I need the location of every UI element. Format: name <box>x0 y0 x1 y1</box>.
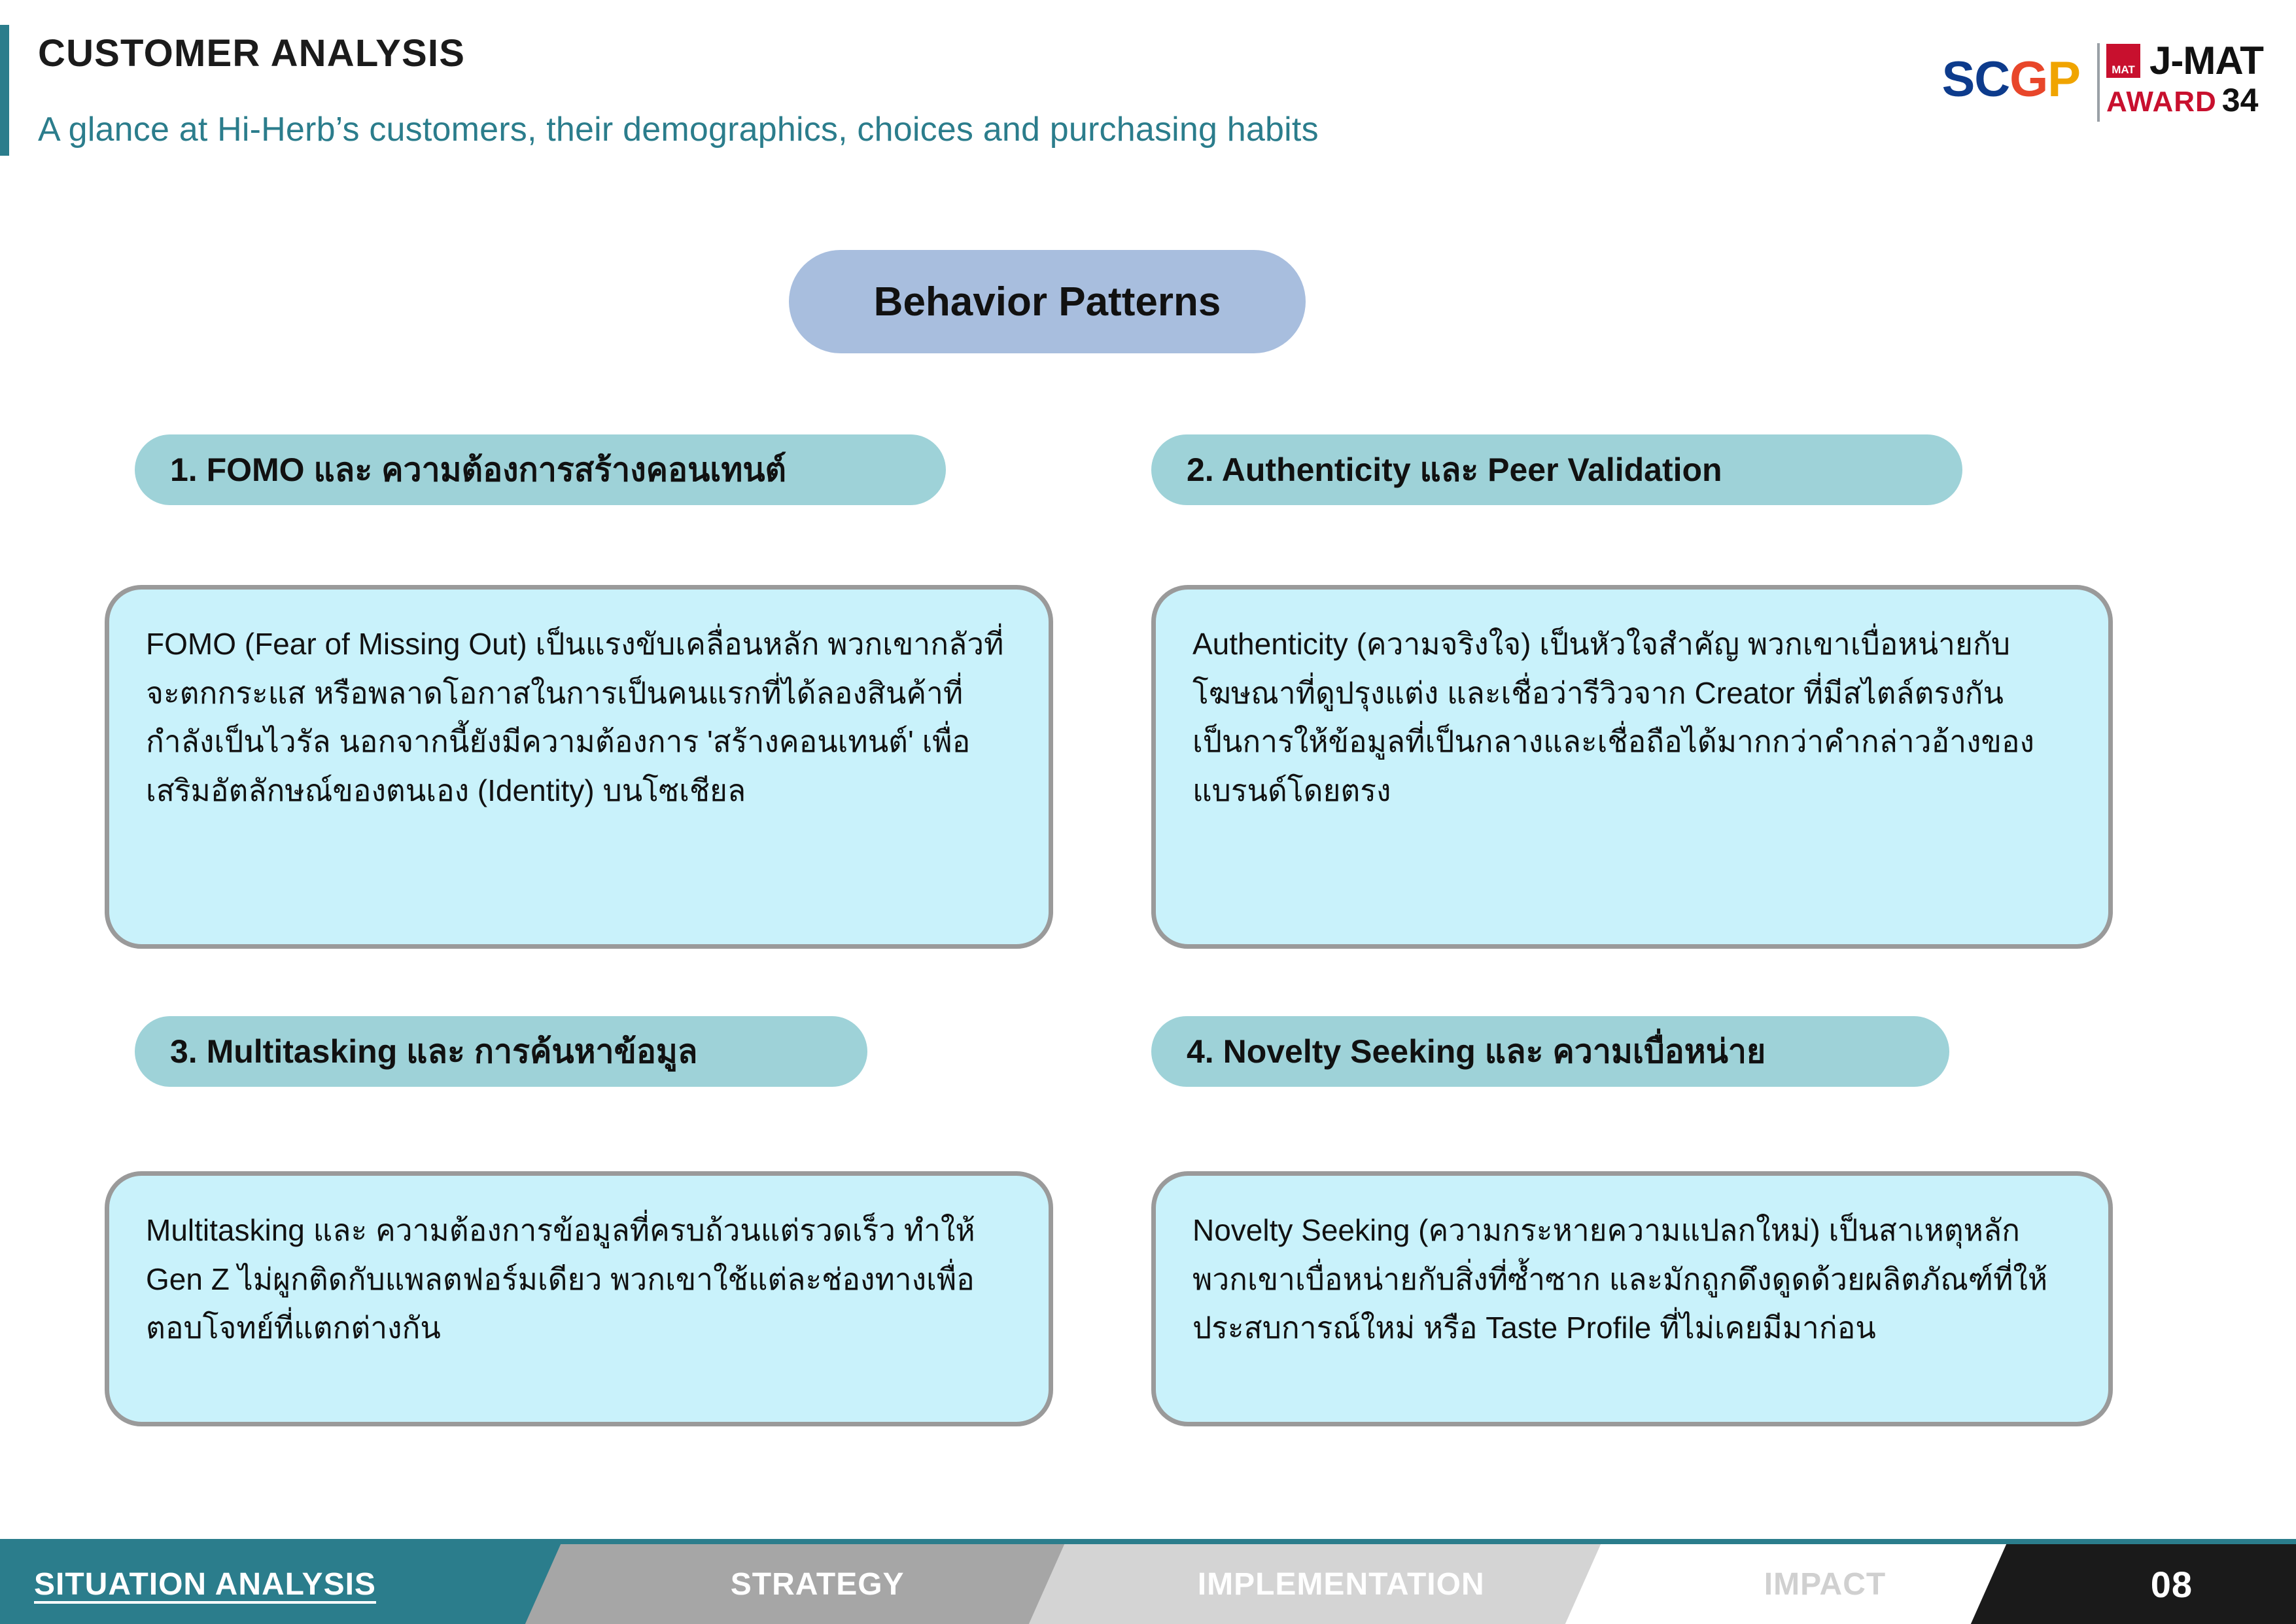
mat-square-icon: MAT <box>2106 44 2140 78</box>
footer-tab-impact-label: IMPACT <box>1764 1566 1887 1602</box>
footer-tab-strategy[interactable] <box>525 1544 1110 1624</box>
jmat-logo-bottom <box>2106 81 2258 119</box>
scgp-logo-p: P <box>2047 52 2080 107</box>
pattern-title-3: 3. Multitasking และ การค้นหาข้อมูล <box>135 1016 867 1087</box>
page-number-label: 08 <box>2150 1563 2193 1605</box>
footer-tab-strategy-label: STRATEGY <box>731 1566 905 1602</box>
jmat-award-label: AWARD <box>2106 86 2217 118</box>
jmat-logo-top <box>2106 38 2263 83</box>
page-subtitle: A glance at Hi-Herb’s customers, their demographics, choices and purchasing habits <box>38 111 1319 149</box>
pattern-body-2: Authenticity (ความจริงใจ) เป็นหัวใจสำคัญ พวกเขาเบื่อหน่ายกับโฆษณาที่ดูปรุงแต่ง และเชื่อว่ารีวิวจาก Creator ที่มีสไตล์ตรงกัน เป็นการให้ข้อมูลที่เป็นกลางและเชื่อถือได้มากกว่าคำกล่าวอ้างของแบรนด์โดยตรง <box>1151 585 2113 949</box>
footer-tab-implementation-label: IMPLEMENTATION <box>1197 1566 1485 1602</box>
header-accent-bar <box>0 25 9 156</box>
page-title: CUSTOMER ANALYSIS <box>38 32 466 75</box>
footer-tab-situation-analysis[interactable] <box>0 1544 615 1624</box>
jmat-logo-name: J-MAT <box>2149 39 2263 82</box>
jmat-award-number: 34 <box>2221 82 2259 118</box>
pattern-body-1: FOMO (Fear of Missing Out) เป็นแรงขับเคลื่อนหลัก พวกเขากลัวที่จะตกกระแส หรือพลาดโอกาสในการเป็นคนแรกที่ได้ลองสินค้าที่กำลังเป็นไวรัล นอกจากนี้ยังมีความต้องการ 'สร้างคอนเทนต์' เพื่อเสริมอัตลักษณ์ของตนเอง (Identity) บนโซเชียล <box>105 585 1053 949</box>
page-header <box>0 0 2296 178</box>
footer-tab-implementation[interactable] <box>1029 1544 1653 1624</box>
footer-nav <box>0 1544 2296 1624</box>
jmat-logo <box>2106 38 2270 130</box>
pattern-body-4: Novelty Seeking (ความกระหายความแปลกใหม่) เป็นสาเหตุหลัก พวกเขาเบื่อหน่ายกับสิ่งที่ซ้ำซาก และมักถูกดึงดูดด้วยผลิตภัณฑ์ที่ให้ ประสบการณ์ใหม่ หรือ Taste Profile ที่ไม่เคยมีมาก่อน <box>1151 1171 2113 1426</box>
pattern-title-2: 2. Authenticity และ Peer Validation <box>1151 434 1962 505</box>
footer-tab-situation-analysis-label: SITUATION ANALYSIS <box>34 1566 376 1602</box>
pattern-title-1: 1. FOMO และ ความต้องการสร้างคอนเทนต์ <box>135 434 946 505</box>
section-headline: Behavior Patterns <box>789 250 1306 353</box>
scgp-logo <box>1942 51 2080 108</box>
scgp-logo-sc: SC <box>1941 52 2010 107</box>
pattern-body-3: Multitasking และ ความต้องการข้อมูลที่ครบถ้วนแต่รวดเร็ว ทำให้ Gen Z ไม่ผูกติดกับแพลตฟอร์มเดียว พวกเขาใช้แต่ละช่องทางเพื่อตอบโจทย์ที่แตกต่างกัน <box>105 1171 1053 1426</box>
scgp-logo-g: G <box>2009 52 2048 107</box>
logo-divider <box>2097 43 2100 122</box>
pattern-title-4: 4. Novelty Seeking และ ความเบื่อหน่าย <box>1151 1016 1949 1087</box>
page-number-badge <box>1971 1544 2296 1624</box>
